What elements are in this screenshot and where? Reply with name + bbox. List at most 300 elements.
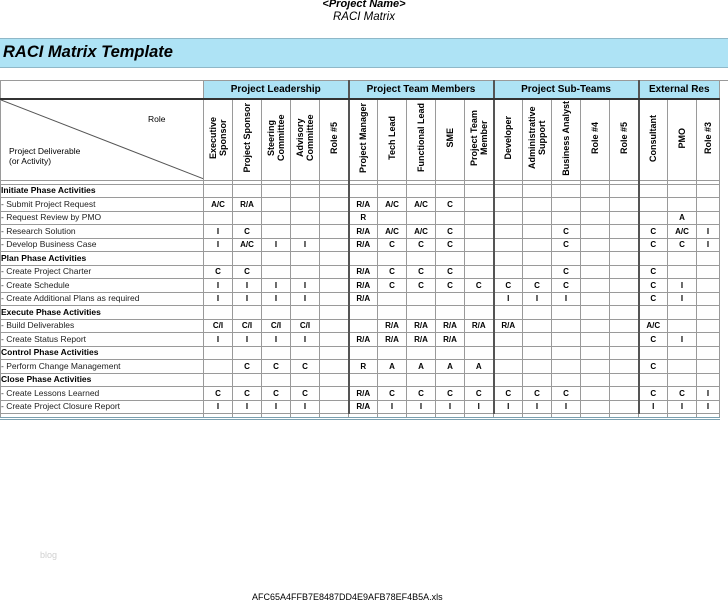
raci-cell <box>523 346 552 360</box>
role-header <box>233 99 262 180</box>
task-row <box>1 333 720 347</box>
raci-cell <box>697 265 720 279</box>
raci-cell <box>204 184 233 198</box>
raci-cell <box>465 198 494 212</box>
raci-cell <box>320 265 349 279</box>
raci-cell <box>320 319 349 333</box>
raci-cell <box>697 333 720 347</box>
raci-cell <box>697 373 720 387</box>
raci-cell <box>320 387 349 401</box>
raci-cell <box>465 238 494 252</box>
raci-cell: I <box>668 333 697 347</box>
raci-cell <box>494 360 523 374</box>
raci-cell: C <box>552 279 581 293</box>
raci-cell: I <box>523 292 552 306</box>
raci-cell <box>523 306 552 320</box>
raci-cell: I <box>523 400 552 414</box>
raci-cell: C <box>436 387 465 401</box>
corner-diagonal <box>1 100 204 179</box>
raci-cell: A <box>436 360 465 374</box>
raci-cell: A <box>378 360 407 374</box>
raci-cell <box>436 211 465 225</box>
raci-cell <box>523 265 552 279</box>
raci-cell <box>668 184 697 198</box>
role-header-row <box>1 99 720 180</box>
raci-cell <box>610 319 639 333</box>
raci-cell: C <box>233 225 262 239</box>
task-label: - Create Lessons Learned <box>1 387 204 401</box>
raci-cell <box>610 400 639 414</box>
raci-cell <box>581 373 610 387</box>
role-header <box>639 99 668 180</box>
raci-cell <box>697 306 720 320</box>
raci-cell <box>494 252 523 266</box>
raci-cell <box>291 211 320 225</box>
role-header <box>262 99 291 180</box>
task-row <box>1 319 720 333</box>
raci-cell <box>262 373 291 387</box>
raci-cell <box>349 319 378 333</box>
raci-cell <box>204 373 233 387</box>
raci-cell <box>494 238 523 252</box>
role-name: Developer <box>503 116 514 160</box>
raci-cell <box>581 184 610 198</box>
raci-cell: C <box>494 279 523 293</box>
raci-cell <box>668 319 697 333</box>
raci-cell <box>639 184 668 198</box>
raci-cell <box>610 211 639 225</box>
raci-cell <box>262 225 291 239</box>
raci-cell: I <box>407 400 436 414</box>
raci-cell <box>581 279 610 293</box>
raci-cell: C <box>552 265 581 279</box>
raci-cell <box>320 279 349 293</box>
raci-cell <box>610 184 639 198</box>
task-label: - Perform Change Management <box>1 360 204 374</box>
raci-cell <box>465 252 494 266</box>
raci-cell: I <box>697 238 720 252</box>
raci-cell <box>262 306 291 320</box>
raci-cell: C <box>262 360 291 374</box>
raci-cell: C <box>668 387 697 401</box>
raci-cell <box>610 306 639 320</box>
raci-cell <box>262 184 291 198</box>
raci-cell <box>610 292 639 306</box>
raci-cell <box>349 252 378 266</box>
raci-cell: R/A <box>349 238 378 252</box>
task-label: - Build Deliverables <box>1 319 204 333</box>
raci-cell: I <box>668 292 697 306</box>
raci-cell: I <box>204 400 233 414</box>
raci-cell: R/A <box>233 198 262 212</box>
raci-cell <box>639 198 668 212</box>
raci-cell: C <box>436 279 465 293</box>
task-label: - Request Review by PMO <box>1 211 204 225</box>
raci-cell <box>233 346 262 360</box>
raci-cell: C <box>407 238 436 252</box>
raci-cell: C <box>407 265 436 279</box>
raci-cell: R <box>349 360 378 374</box>
raci-cell: I <box>494 292 523 306</box>
raci-cell <box>494 333 523 347</box>
phase-label: Execute Phase Activities <box>1 306 204 320</box>
raci-cell: R/A <box>407 333 436 347</box>
raci-cell <box>697 198 720 212</box>
raci-cell: R/A <box>349 279 378 293</box>
raci-cell <box>436 184 465 198</box>
raci-cell: I <box>494 400 523 414</box>
role-name: Role #5 <box>328 121 339 154</box>
role-header <box>291 99 320 180</box>
task-label: - Create Status Report <box>1 333 204 347</box>
role-header <box>552 99 581 180</box>
raci-cell: R/A <box>436 319 465 333</box>
raci-cell <box>581 225 610 239</box>
task-label: - Create Project Charter <box>1 265 204 279</box>
deliverable-label-line1: Project Deliverable <box>9 146 81 156</box>
raci-cell <box>552 333 581 347</box>
role-name: Advisory Committee <box>295 114 315 162</box>
raci-cell: R/A <box>349 225 378 239</box>
raci-cell: C <box>523 387 552 401</box>
raci-cell <box>378 252 407 266</box>
raci-cell <box>552 319 581 333</box>
phase-label: Control Phase Activities <box>1 346 204 360</box>
raci-cell: C <box>436 265 465 279</box>
group-header-row <box>1 81 720 100</box>
role-header <box>204 99 233 180</box>
raci-cell <box>581 252 610 266</box>
raci-cell: I <box>552 400 581 414</box>
matrix-subtitle: RACI Matrix <box>333 11 395 23</box>
raci-cell <box>233 306 262 320</box>
raci-cell <box>494 198 523 212</box>
raci-cell <box>610 265 639 279</box>
raci-cell: C <box>639 333 668 347</box>
raci-cell <box>320 306 349 320</box>
task-row <box>1 292 720 306</box>
raci-cell: A <box>465 360 494 374</box>
phase-label: Close Phase Activities <box>1 373 204 387</box>
raci-cell: C <box>465 387 494 401</box>
raci-cell: I <box>291 238 320 252</box>
raci-cell <box>291 373 320 387</box>
raci-cell <box>233 211 262 225</box>
raci-cell <box>407 346 436 360</box>
task-label: - Create Project Closure Report <box>1 400 204 414</box>
role-header <box>668 99 697 180</box>
corner-cell <box>1 99 204 180</box>
raci-cell <box>697 346 720 360</box>
raci-cell: R/A <box>349 387 378 401</box>
role-header <box>581 99 610 180</box>
raci-cell: I <box>262 292 291 306</box>
raci-cell <box>262 198 291 212</box>
raci-cell: C <box>378 387 407 401</box>
raci-cell <box>320 292 349 306</box>
role-name: Role #3 <box>703 121 713 154</box>
role-name: SME <box>445 128 455 148</box>
raci-cell <box>407 306 436 320</box>
raci-cell: I <box>233 333 262 347</box>
raci-cell <box>465 184 494 198</box>
raci-cell: R/A <box>436 333 465 347</box>
role-name: Project Manager <box>358 102 369 174</box>
raci-cell: A/C <box>204 198 233 212</box>
phase-label: Initiate Phase Activities <box>1 184 204 198</box>
role-header <box>320 99 349 180</box>
raci-cell <box>552 346 581 360</box>
table-end-row <box>1 414 720 419</box>
raci-cell <box>407 252 436 266</box>
raci-cell <box>378 306 407 320</box>
raci-cell <box>233 373 262 387</box>
title-band <box>0 38 728 68</box>
raci-cell <box>320 373 349 387</box>
blank-row <box>0 66 728 81</box>
raci-cell <box>581 346 610 360</box>
role-name: Functional Lead <box>416 103 426 173</box>
raci-cell: C/I <box>233 319 262 333</box>
raci-cell: R/A <box>378 333 407 347</box>
raci-cell: I <box>204 333 233 347</box>
raci-cell <box>407 211 436 225</box>
raci-cell <box>523 225 552 239</box>
role-header <box>697 99 720 180</box>
raci-cell: C <box>436 198 465 212</box>
raci-cell <box>349 306 378 320</box>
raci-cell <box>262 265 291 279</box>
raci-cell: R <box>349 211 378 225</box>
raci-cell <box>552 211 581 225</box>
raci-cell: I <box>233 292 262 306</box>
raci-cell: I <box>262 238 291 252</box>
raci-cell <box>581 360 610 374</box>
raci-cell <box>204 211 233 225</box>
raci-cell: C <box>639 265 668 279</box>
raci-cell <box>610 279 639 293</box>
raci-cell <box>523 198 552 212</box>
role-header <box>494 99 523 180</box>
role-header <box>523 99 552 180</box>
raci-cell: C <box>233 265 262 279</box>
raci-cell: R/A <box>349 400 378 414</box>
raci-cell <box>204 306 233 320</box>
role-name: Role #4 <box>590 121 600 154</box>
raci-cell <box>523 184 552 198</box>
raci-cell <box>523 211 552 225</box>
raci-cell <box>523 319 552 333</box>
raci-cell <box>668 265 697 279</box>
raci-cell <box>436 373 465 387</box>
raci-cell <box>610 360 639 374</box>
phase-row <box>1 306 720 320</box>
raci-cell <box>349 373 378 387</box>
raci-cell: C/I <box>204 319 233 333</box>
role-axis-label: Role <box>148 114 166 124</box>
raci-cell: I <box>233 400 262 414</box>
raci-cell <box>639 211 668 225</box>
raci-cell: R/A <box>378 319 407 333</box>
raci-cell: I <box>204 279 233 293</box>
raci-cell: A/C <box>407 198 436 212</box>
raci-cell <box>639 346 668 360</box>
raci-cell: R/A <box>349 333 378 347</box>
raci-cell <box>320 360 349 374</box>
raci-cell: C <box>668 238 697 252</box>
raci-cell <box>610 198 639 212</box>
raci-cell: I <box>291 333 320 347</box>
role-group-header: External Res <box>639 81 720 100</box>
phase-row <box>1 346 720 360</box>
raci-cell <box>494 265 523 279</box>
raci-cell: C <box>639 279 668 293</box>
task-row <box>1 225 720 239</box>
raci-cell: C <box>407 279 436 293</box>
raci-cell: R/A <box>465 319 494 333</box>
role-name: Business Analyst <box>561 100 571 176</box>
raci-cell: C/I <box>291 319 320 333</box>
phase-label: Plan Phase Activities <box>1 252 204 266</box>
raci-cell <box>610 346 639 360</box>
raci-cell <box>320 400 349 414</box>
raci-cell <box>697 360 720 374</box>
raci-cell <box>581 306 610 320</box>
raci-cell <box>436 252 465 266</box>
raci-cell: C <box>291 360 320 374</box>
raci-cell <box>436 292 465 306</box>
raci-cell <box>320 333 349 347</box>
project-name: <Project Name> <box>322 0 406 10</box>
raci-cell: I <box>668 279 697 293</box>
raci-cell <box>552 184 581 198</box>
raci-cell <box>262 346 291 360</box>
raci-cell <box>581 319 610 333</box>
raci-cell <box>523 333 552 347</box>
raci-cell <box>291 252 320 266</box>
raci-cell <box>465 292 494 306</box>
raci-cell <box>668 360 697 374</box>
raci-cell <box>610 252 639 266</box>
raci-cell: A/C <box>378 198 407 212</box>
raci-cell: C <box>523 279 552 293</box>
raci-cell: I <box>639 400 668 414</box>
raci-cell <box>494 346 523 360</box>
raci-cell: I <box>204 225 233 239</box>
raci-cell <box>494 306 523 320</box>
role-name: PMO <box>677 127 687 149</box>
raci-cell <box>204 252 233 266</box>
raci-cell <box>697 279 720 293</box>
raci-cell: C <box>639 387 668 401</box>
role-name: Consultant <box>648 114 659 162</box>
role-name: Administrative Support <box>527 106 547 170</box>
raci-cell <box>581 387 610 401</box>
raci-cell <box>436 346 465 360</box>
raci-cell <box>552 306 581 320</box>
raci-cell: R/A <box>349 292 378 306</box>
raci-cell: C <box>378 265 407 279</box>
raci-cell: R/A <box>349 198 378 212</box>
raci-cell: I <box>233 279 262 293</box>
phase-row <box>1 184 720 198</box>
raci-cell <box>697 252 720 266</box>
raci-cell: A <box>407 360 436 374</box>
raci-cell <box>320 225 349 239</box>
raci-cell <box>668 346 697 360</box>
group-header-blank <box>1 81 204 100</box>
raci-cell <box>523 360 552 374</box>
raci-cell: C <box>639 238 668 252</box>
deliverable-label-line2: (or Activity) <box>9 156 52 166</box>
raci-cell <box>204 360 233 374</box>
raci-cell: I <box>291 400 320 414</box>
raci-cell: A/C <box>639 319 668 333</box>
raci-cell <box>581 198 610 212</box>
raci-cell <box>639 373 668 387</box>
role-group-header: Project Leadership <box>204 81 349 100</box>
raci-cell <box>262 211 291 225</box>
raci-cell <box>610 333 639 347</box>
raci-cell <box>552 360 581 374</box>
role-name: Steering Committee <box>266 114 286 162</box>
raci-cell <box>581 211 610 225</box>
raci-cell <box>233 184 262 198</box>
phase-row <box>1 373 720 387</box>
raci-cell: I <box>262 400 291 414</box>
raci-cell <box>697 319 720 333</box>
raci-cell <box>465 333 494 347</box>
raci-cell: C <box>378 238 407 252</box>
raci-cell <box>523 373 552 387</box>
raci-cell <box>291 265 320 279</box>
raci-cell <box>523 252 552 266</box>
raci-cell <box>697 211 720 225</box>
raci-cell <box>494 211 523 225</box>
raci-cell <box>581 292 610 306</box>
raci-cell <box>320 184 349 198</box>
raci-cell <box>552 252 581 266</box>
raci-cell <box>465 265 494 279</box>
raci-cell <box>465 346 494 360</box>
raci-cell <box>668 373 697 387</box>
raci-cell <box>320 198 349 212</box>
raci-cell: C <box>494 387 523 401</box>
raci-cell <box>378 184 407 198</box>
task-row <box>1 238 720 252</box>
role-name: Tech Lead <box>387 116 397 160</box>
raci-cell <box>465 373 494 387</box>
raci-cell <box>697 292 720 306</box>
raci-cell <box>378 211 407 225</box>
raci-cell: I <box>697 225 720 239</box>
raci-cell <box>465 211 494 225</box>
raci-cell: R/A <box>349 265 378 279</box>
raci-cell: C <box>378 279 407 293</box>
role-name: Project Sponsor <box>242 103 252 173</box>
raci-cell <box>378 292 407 306</box>
raci-cell <box>668 306 697 320</box>
raci-cell <box>610 238 639 252</box>
raci-cell <box>407 184 436 198</box>
raci-cell <box>320 252 349 266</box>
raci-cell <box>204 346 233 360</box>
raci-cell: C <box>552 225 581 239</box>
raci-cell: I <box>697 400 720 414</box>
raci-cell: I <box>378 400 407 414</box>
raci-cell: I <box>436 400 465 414</box>
role-header <box>610 99 639 180</box>
